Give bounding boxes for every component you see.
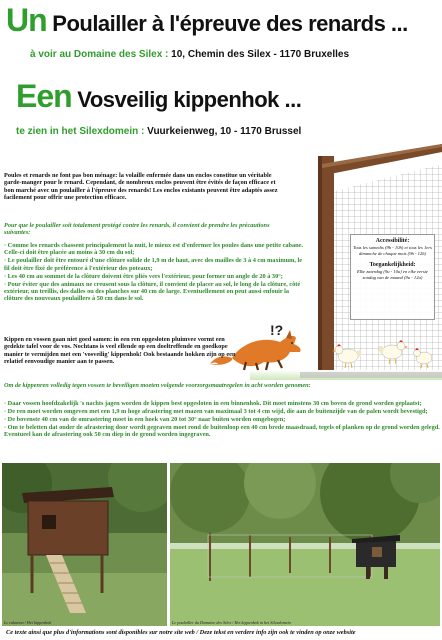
list-item: · Les 40 cm au sommet de la clôture doivent être pliés vers l'extérieur, pour former un angle de 20 à 30°;	[4, 272, 283, 280]
precautions-list-nl	[4, 400, 440, 439]
subtitle-fr-address: 10, Chemin des Silex - 1170 Bruxelles	[171, 49, 350, 60]
title-fr	[6, 2, 442, 42]
intro-nl: Kippen en vossen gaan niet goed samen: in een ren opgesloten pluimvee vormt een gedekte tafel voor de vos. Nochtans is veel ellende op een doeltreffende en goedkope manier te vermijden met een 'vosveilig' kippenhok! Ook bestaande hokken zijn op een relatief eenvoudige manier aan te passen.	[4, 336, 236, 366]
subtitle-nl-pre: te zien in het Silexdomein :	[16, 126, 148, 137]
precautions-list-fr	[4, 242, 304, 303]
ground-mesh	[300, 372, 442, 378]
title-nl-rest: Vosveilig kippenhok ...	[71, 87, 302, 112]
title-fr-rest: Poulailler à l'épreuve des renards ...	[46, 11, 408, 36]
photo-caption-left: Le cabanon / Het kippenhok	[4, 620, 52, 625]
precautions-heading-fr: Pour que le poulailler soit totalement protégé contre les renards, il convient de prendre les précautions suivantes:	[4, 222, 270, 237]
list-item: · Daar vossen hoofdzakelijk 's nachts jagen worden de kippen best opgesloten in een binnenhok. Dit moet minstens 30 cm boven de grond worden geplaatst;	[4, 400, 422, 407]
list-item: · Pour éviter que des animaux ne creusent sous la clôture, il convient de placer au sol, le long de la clôture, côté extérieur, un treillis, des dalles ou des planches sur 40 cm de large. Eventuellement on peut aussi enfouir la clôture des nouveaux poulaillers à 50 cm dans le sol.	[4, 280, 301, 303]
subtitle-nl-address: Vuurkeienweg, 10 - 1170 Brussel	[147, 126, 302, 137]
footer-note: Ce texte ainsi que plus d'informations sont disponibles sur notre site web / Deze tekst en verdere info zijn ook te vinden op onze website	[6, 629, 356, 636]
subtitle-nl	[16, 126, 442, 137]
exclamation-question-mark: !?	[270, 322, 284, 338]
title-nl	[16, 78, 442, 118]
accessibility-heading-nl: Toegankelijkheid:	[369, 262, 416, 269]
photo-poultry-run	[170, 463, 440, 626]
list-item: · Le poulailler doit être entouré d'une clôture solide de 1,9 m de haut, avec des mailles de 3 à 4 cm maximum, le fil doit être fixé de préférence à l'extérieur des poteaux;	[4, 257, 303, 272]
list-item: · De ren moet worden omgeven met een 1,9 m hoge afrastering met mazen van maximaal 3 tot 4 cm wijd, die aan de buitenzijde van de palen wordt bevestigd;	[4, 407, 428, 415]
photo-henhouse	[2, 463, 167, 626]
intro-fr: Poules et renards ne font pas bon ménage: la volaille enfermée dans un enclos constitue un véritable garde-manger pour le renard. Cependant, de nombreux enclos peuvent être évités de façon efficace et bon marché avec un poulailler à l'épreuve des renards! Les enclos existants peuvent être adaptés assez facilement pour offrir une protection efficace.	[4, 172, 278, 202]
subtitle-fr	[30, 49, 442, 60]
opening-hours-box	[350, 234, 435, 320]
photo-caption-right: Le poulailler du Domaine des Silex / Het kippenhok in het Silexdomein	[172, 620, 291, 625]
accessibility-text-fr: Tous les samedis (9h - 10h) et tous les 1ers dimanche de chaque mois (9h - 12h)	[353, 245, 432, 256]
accessibility-text-nl: Elke zaterdag (9u - 10u) en elke eerste zondag van de maand (9u - 12u)	[357, 269, 428, 280]
accessibility-heading-fr: Accessibilité:	[375, 238, 410, 244]
subtitle-fr-pre: à voir au Domaine des Silex :	[30, 49, 172, 60]
title-nl-lead: Een	[16, 78, 72, 114]
list-item: · Comme les renards chassent principalement la nuit, le mieux est d'enfermer les poules dans une petite cabane. Celle-ci doit être placée au moins à 30 cm du sol;	[4, 242, 304, 257]
title-fr-lead: Un	[6, 2, 47, 38]
list-item: · De bovenste 40 cm van de omrastering moet in een hoek van 20 tot 30° naar buiten worden omgebogen;	[4, 415, 286, 423]
precautions-heading-nl: Om de kippenren volledig tegen vossen te beveiligen moeten volgende voorzorgsmaatregelen in acht worden genomen:	[4, 382, 311, 389]
list-item: · Om te beletten dat onder de afrastering door wordt gegraven moet rond de buitenloop een 40 cm brede maasdraad, tegels of planken op de grond worden gelegd. Eventueel kan de afrastering ook 50 cm diep in de grond worden ingegraven.	[4, 423, 440, 439]
